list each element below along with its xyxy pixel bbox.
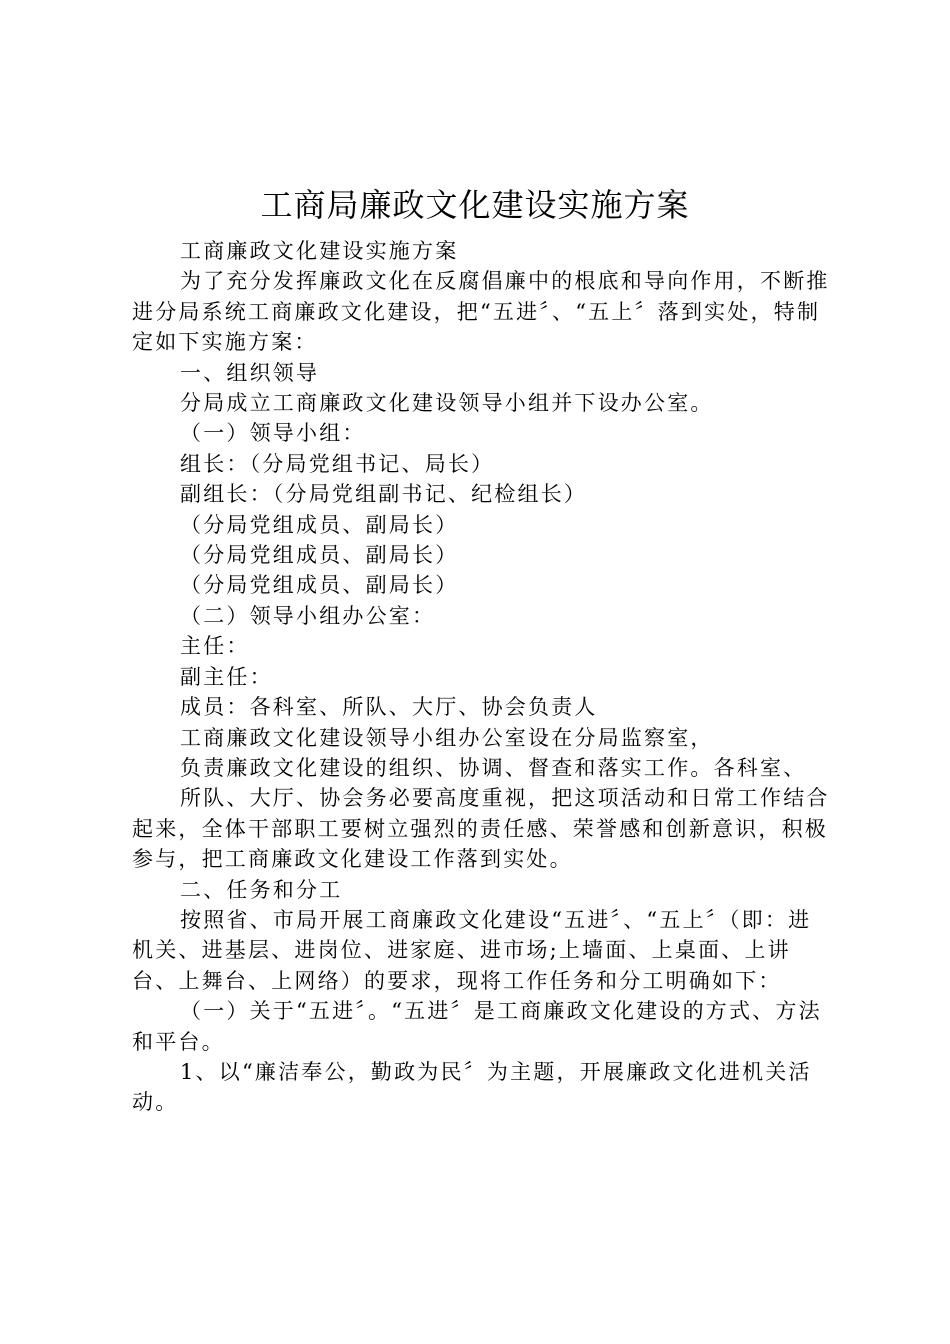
paragraph-group-setup: 分局成立工商廉政文化建设领导小组并下设办公室。	[180, 391, 714, 416]
paragraph-tasks-intro: 按照省、市局开展工商廉政文化建设“五进〞、“五上〞（即：进机关、进基层、进岗位、进家庭、进市场;上墙面、上桌面、上讲台、上舞台、上网络）的要求，现将工作任务和分工明确如下：	[132, 907, 812, 993]
heading-tasks: 二、任务和分工	[180, 877, 343, 902]
paragraph-doc-subtitle: 工商廉政文化建设实施方案	[180, 239, 459, 263]
heading-organization: 一、组织领导	[180, 360, 320, 385]
paragraph-director: 主任：	[180, 634, 250, 659]
paragraph-group-leader: 组长：（分局党组书记、局长）	[180, 451, 495, 476]
subheading-leading-group: （一）领导小组：	[180, 421, 366, 446]
paragraph-member-3: （分局党组成员、副局长）	[180, 573, 459, 598]
paragraph-intro: 为了充分发挥廉政文化在反腐倡廉中的根底和导向作用，不断推进分局系统工商廉政文化建设，把“五进〞、“五上〞落到实处，特制定如下实施方案：	[132, 269, 830, 355]
paragraph-office-location: 工商廉政文化建设领导小组办公室设在分局监察室，	[180, 725, 714, 750]
paragraph-item-1: 1、以“廉洁奉公，勤政为民〞为主题，开展廉政文化进机关活动。	[132, 1059, 812, 1115]
paragraph-five-entries: （一）关于“五进〞。“五进〞是工商廉政文化建设的方式、方法和平台。	[132, 999, 822, 1054]
subheading-office: （二）领导小组办公室：	[180, 603, 436, 628]
paragraph-deputy-director: 副主任：	[180, 664, 273, 689]
paragraph-departments: 所队、大厅、协会务必要高度重视，把这项活动和日常工作结合起来，全体干部职工要树立强烈的责任感、荣誉感和创新意识，积极参与，把工商廉政文化建设工作落到实处。	[132, 786, 830, 872]
paragraph-deputy-leader: 副组长：（分局党组副书记、纪检组长）	[180, 482, 588, 507]
paragraph-office-members: 成员：各科室、所队、大厅、协会负责人	[180, 695, 598, 720]
document-title: 工商局廉政文化建设实施方案	[260, 186, 690, 224]
paragraph-office-duties: 负责廉政文化建设的组织、协调、督查和落实工作。各科室、	[180, 755, 807, 780]
document-body	[132, 236, 832, 1118]
paragraph-member-1: （分局党组成员、副局长）	[180, 512, 459, 537]
paragraph-member-2: （分局党组成员、副局长）	[180, 543, 459, 568]
